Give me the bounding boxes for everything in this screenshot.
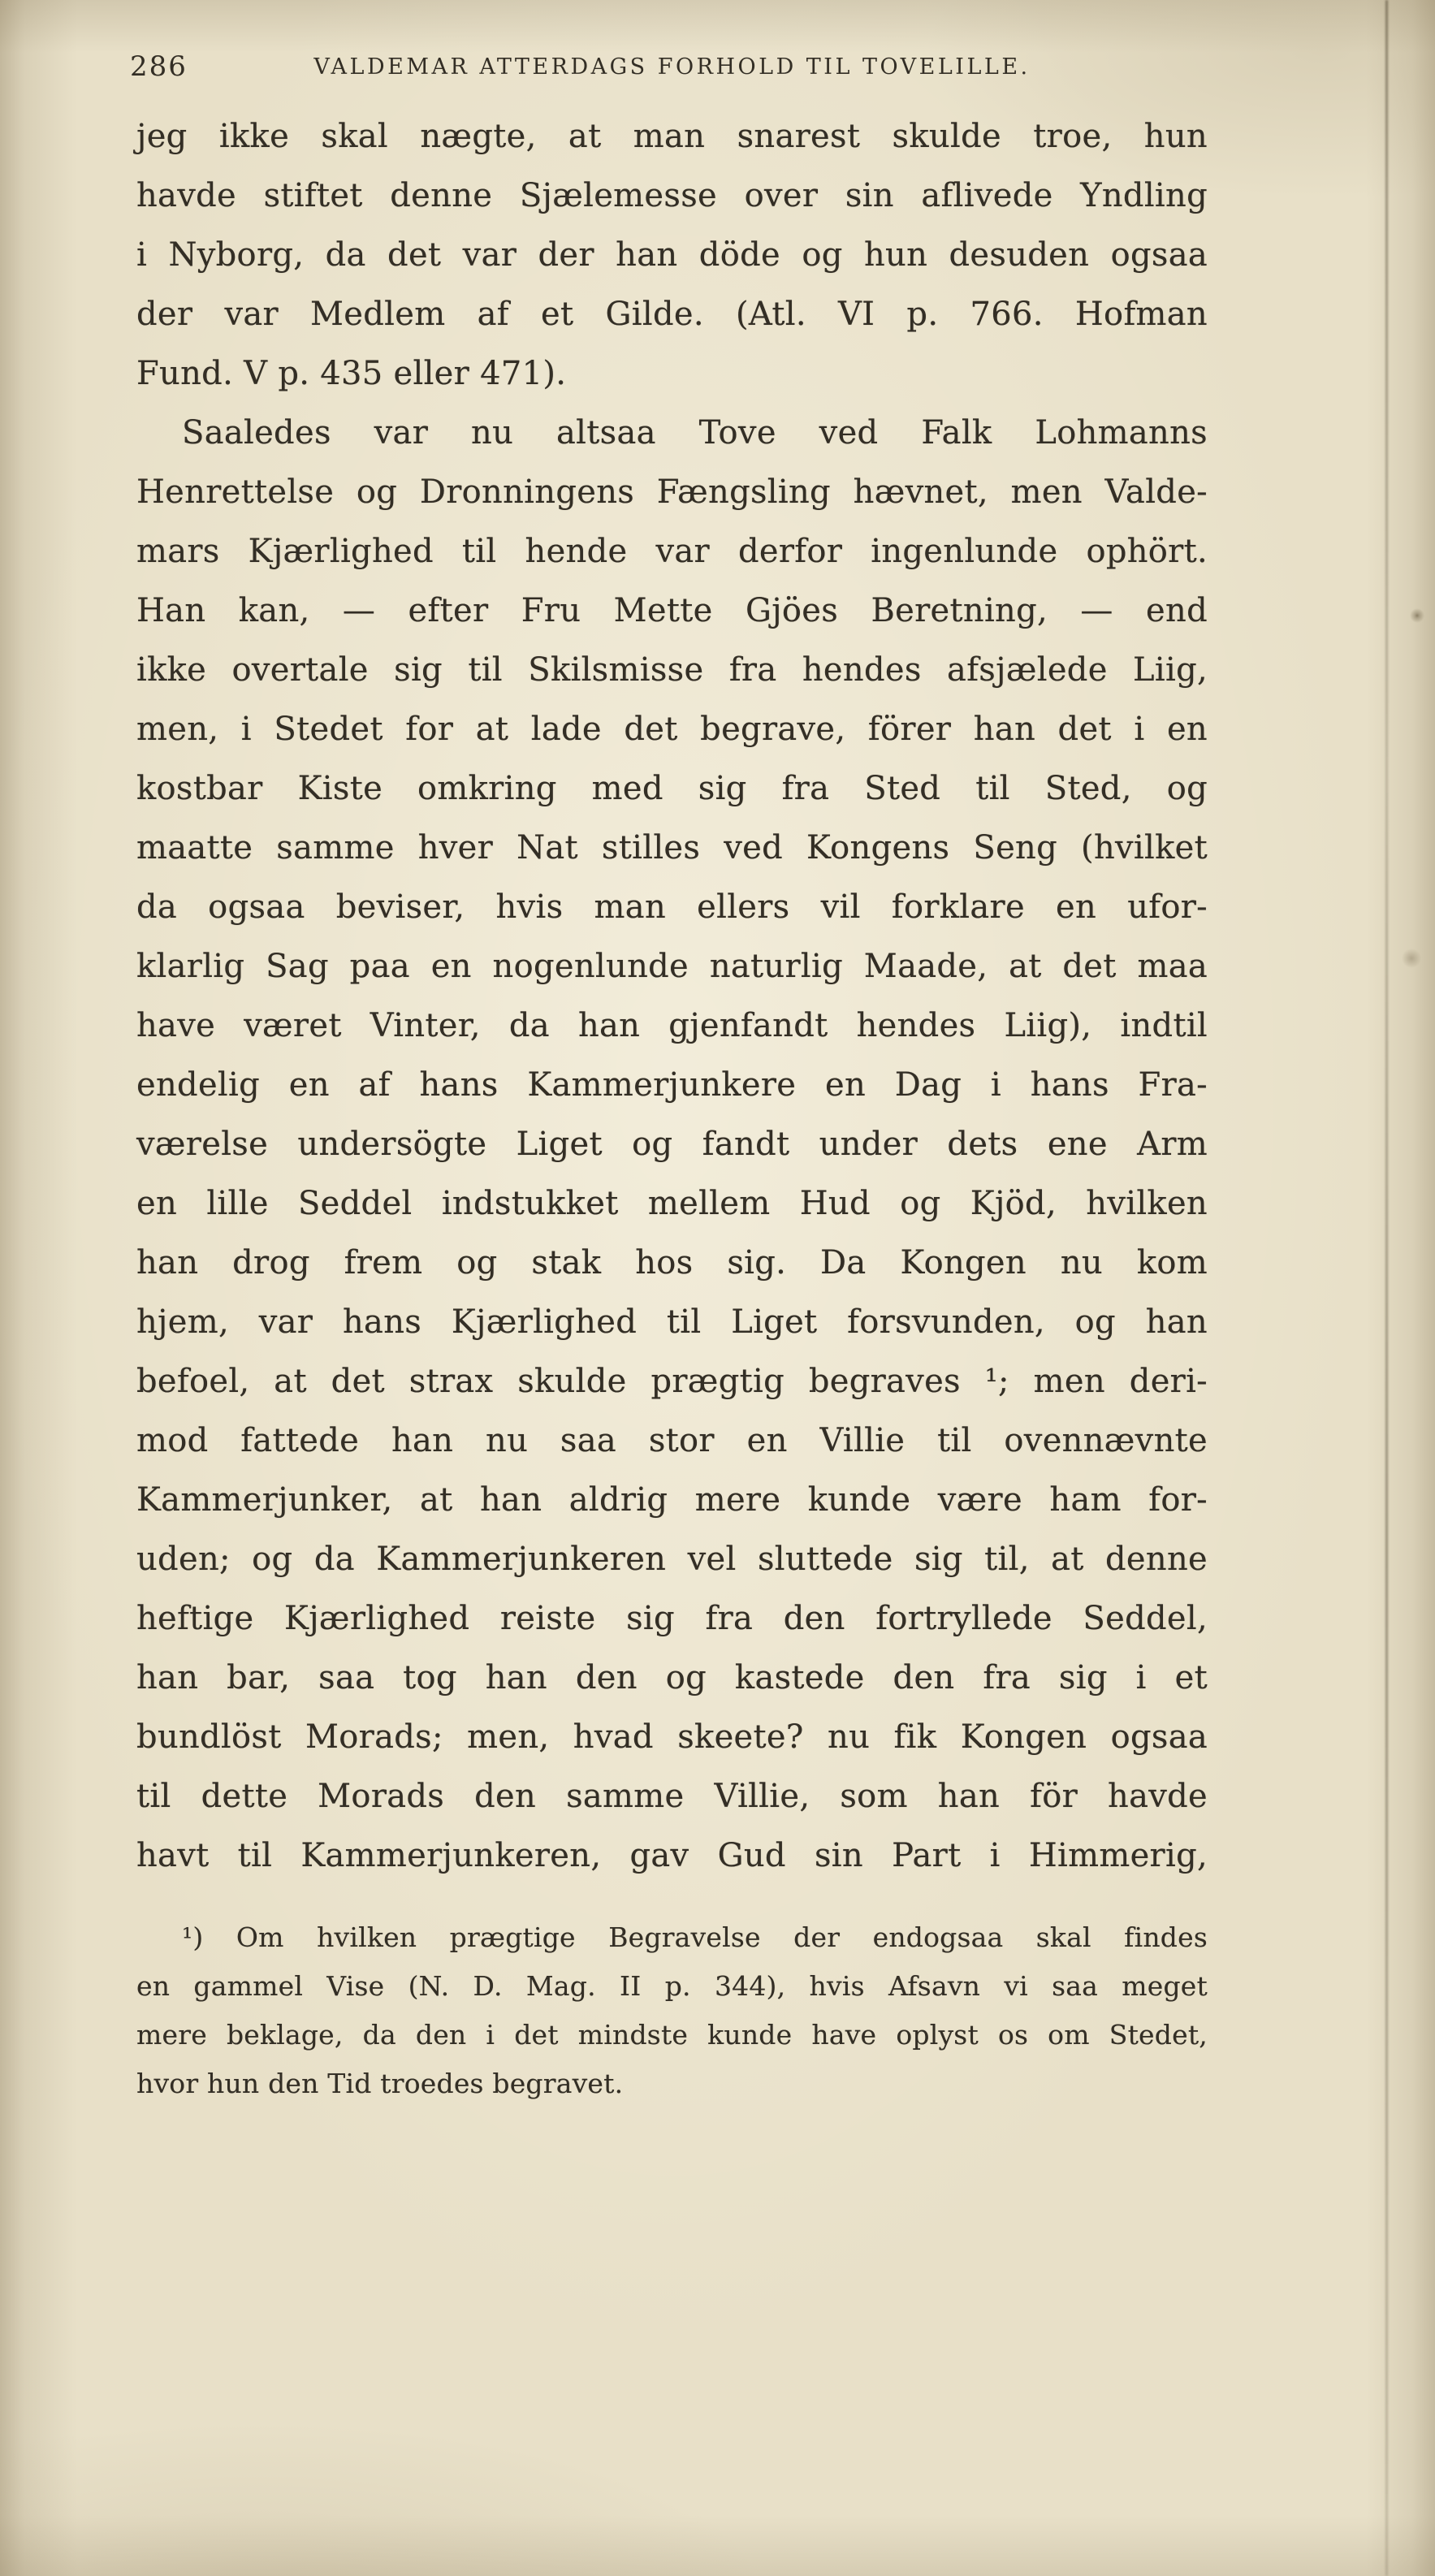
text-line: endelig en af hans Kammerjunkere en Dag i hans Fra- [136, 1066, 1208, 1104]
running-title: VALDEMAR ATTERDAGS FORHOLD TIL TOVELILLE. [313, 54, 1031, 80]
text-line: han drog frem og stak hos sig. Da Kongen nu kom [136, 1244, 1208, 1282]
text-line: der var Medlem af et Gilde. (Atl. VI p. 766. Hofman [136, 296, 1208, 333]
text-line: men, i Stedet for at lade det begrave, förer han det i en [136, 711, 1208, 748]
footnote-line: en gammel Vise (N. D. Mag. II p. 344), hvis Afsavn vi saa meget [136, 1970, 1208, 2002]
text-line: havde stiftet denne Sjælemesse over sin aflivede Yndling [136, 177, 1208, 214]
text-line: jeg ikke skal nægte, at man snarest skulde troe, hun [136, 118, 1208, 155]
text-line: hjem, var hans Kjærlighed til Liget forsvunden, og han [136, 1303, 1208, 1341]
footnote-line: hvor hun den Tid troedes begravet. [136, 2068, 624, 2099]
text-line: Saaledes var nu altsaa Tove ved Falk Lohmanns [182, 414, 1208, 452]
text-line: maatte samme hver Nat stilles ved Kongens Seng (hvilket [136, 829, 1208, 867]
text-line: til dette Morads den samme Villie, som han för havde [136, 1778, 1208, 1815]
page-number: 286 [130, 50, 188, 83]
text-line: klarlig Sag paa en nogenlunde naturlig Maade, at det maa [136, 948, 1208, 985]
text-line: da ogsaa beviser, hvis man ellers vil forklare en ufor- [136, 888, 1208, 926]
paragraph [136, 107, 1208, 404]
text-line: bundlöst Morads; men, hvad skeete? nu fik Kongen ogsaa [136, 1718, 1208, 1756]
text-line: heftige Kjærlighed reiste sig fra den fortryllede Seddel, [136, 1600, 1208, 1637]
text-line: værelse undersögte Liget og fandt under dets ene Arm [136, 1126, 1208, 1163]
text-line: Han kan, — efter Fru Mette Gjöes Beretning, — end [136, 592, 1208, 629]
text-line: mod fattede han nu saa stor en Villie til ovennævnte [136, 1422, 1208, 1459]
text-line: befoel, at det strax skulde prægtig begraves ¹; men deri- [136, 1363, 1208, 1400]
text-line: uden; og da Kammerjunkeren vel sluttede sig til, at denne [136, 1541, 1208, 1578]
text-line: Henrettelse og Dronningens Fængsling hævnet, men Valde- [136, 473, 1208, 511]
text-line: ikke overtale sig til Skilsmisse fra hendes afsjælede Liig, [136, 651, 1208, 689]
footnote-line: ¹) Om hvilken prægtige Begravelse der endogsaa skal findes [182, 1921, 1208, 1953]
paragraph [136, 404, 1208, 1886]
text-line: kostbar Kiste omkring med sig fra Sted til Sted, og [136, 770, 1208, 807]
text-line: mars Kjærlighed til hende var derfor ingenlunde ophört. [136, 533, 1208, 570]
text-line: han bar, saa tog han den og kastede den fra sig i et [136, 1659, 1208, 1696]
running-head [130, 50, 1208, 86]
text-line: have været Vinter, da han gjenfandt hendes Liig), indtil [136, 1007, 1208, 1044]
text-line: Kammerjunker, at han aldrig mere kunde være ham for- [136, 1481, 1208, 1519]
page-content [130, 50, 1208, 2108]
text-line: i Nyborg, da det var der han döde og hun desuden ogsaa [136, 236, 1208, 274]
text-line: Fund. V p. 435 eller 471). [136, 355, 567, 392]
footnote [136, 1913, 1208, 2108]
body-text [136, 107, 1208, 1886]
footnote-line: mere beklage, da den i det mindste kunde have oplyst os om Stedet, [136, 2019, 1208, 2051]
text-line: en lille Seddel indstukket mellem Hud og Kjöd, hvilken [136, 1185, 1208, 1222]
text-line: havt til Kammerjunkeren, gav Gud sin Part i Himmerig, [136, 1837, 1208, 1874]
